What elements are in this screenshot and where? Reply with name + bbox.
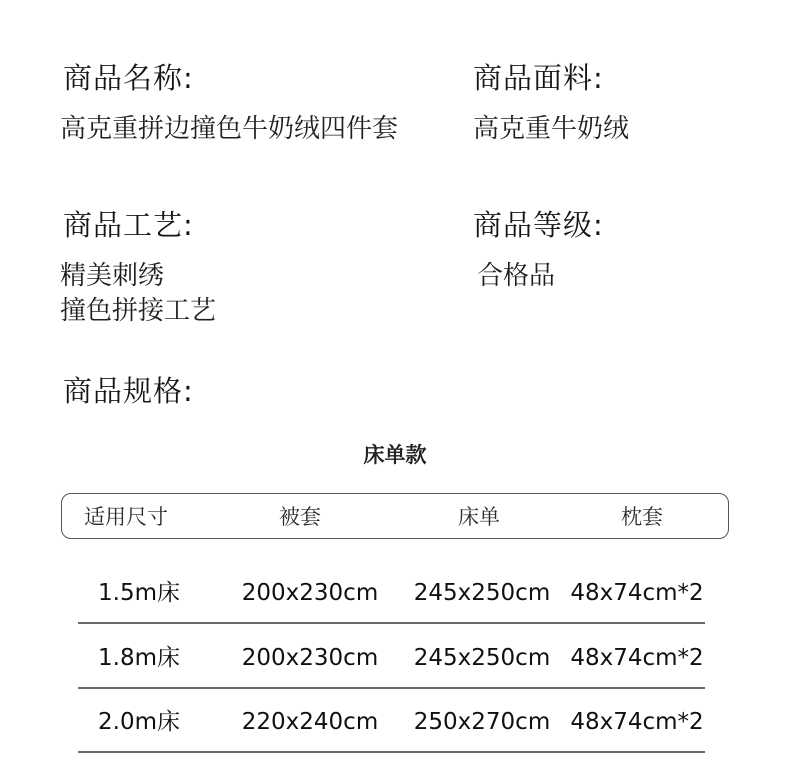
header-size: 适用尺寸 <box>84 505 168 529</box>
cell-bed-sheet: 245x250cm <box>413 645 551 671</box>
product-fabric-value: 高克重牛奶绒 <box>473 114 630 144</box>
row-divider <box>78 687 705 689</box>
cell-bed-sheet: 250x270cm <box>413 709 551 735</box>
product-craft-label: 商品工艺: <box>63 208 194 242</box>
cell-duvet-cover: 200x230cm <box>241 645 379 671</box>
row-divider <box>78 622 705 624</box>
product-fabric-label: 商品面料: <box>473 61 604 95</box>
table-header <box>61 493 729 539</box>
table-row <box>78 697 705 753</box>
product-craft-line-1: 精美刺绣 <box>60 261 165 291</box>
header-pillowcase: 枕套 <box>621 505 663 529</box>
cell-bed-sheet: 245x250cm <box>413 580 551 606</box>
product-craft-line-2: 撞色拼接工艺 <box>60 296 217 326</box>
cell-duvet-cover: 200x230cm <box>241 580 379 606</box>
table-row <box>78 633 705 689</box>
row-divider <box>78 751 705 753</box>
cell-size: 1.8m床 <box>98 645 180 671</box>
cell-pillowcase: 48x74cm*2 <box>570 580 704 606</box>
header-duvet-cover: 被套 <box>279 505 321 529</box>
product-name-label: 商品名称: <box>63 61 194 95</box>
header-bed-sheet: 床单 <box>458 505 500 529</box>
cell-pillowcase: 48x74cm*2 <box>570 709 704 735</box>
cell-pillowcase: 48x74cm*2 <box>570 645 704 671</box>
product-grade-value: 合格品 <box>477 261 556 291</box>
table-title: 床单款 <box>363 443 427 467</box>
cell-duvet-cover: 220x240cm <box>241 709 379 735</box>
product-name-value: 高克重拼边撞色牛奶绒四件套 <box>60 114 399 144</box>
cell-size: 1.5m床 <box>98 580 180 606</box>
product-grade-label: 商品等级: <box>473 208 604 242</box>
table-row <box>78 568 705 624</box>
product-spec-label: 商品规格: <box>63 374 194 408</box>
cell-size: 2.0m床 <box>98 709 180 735</box>
